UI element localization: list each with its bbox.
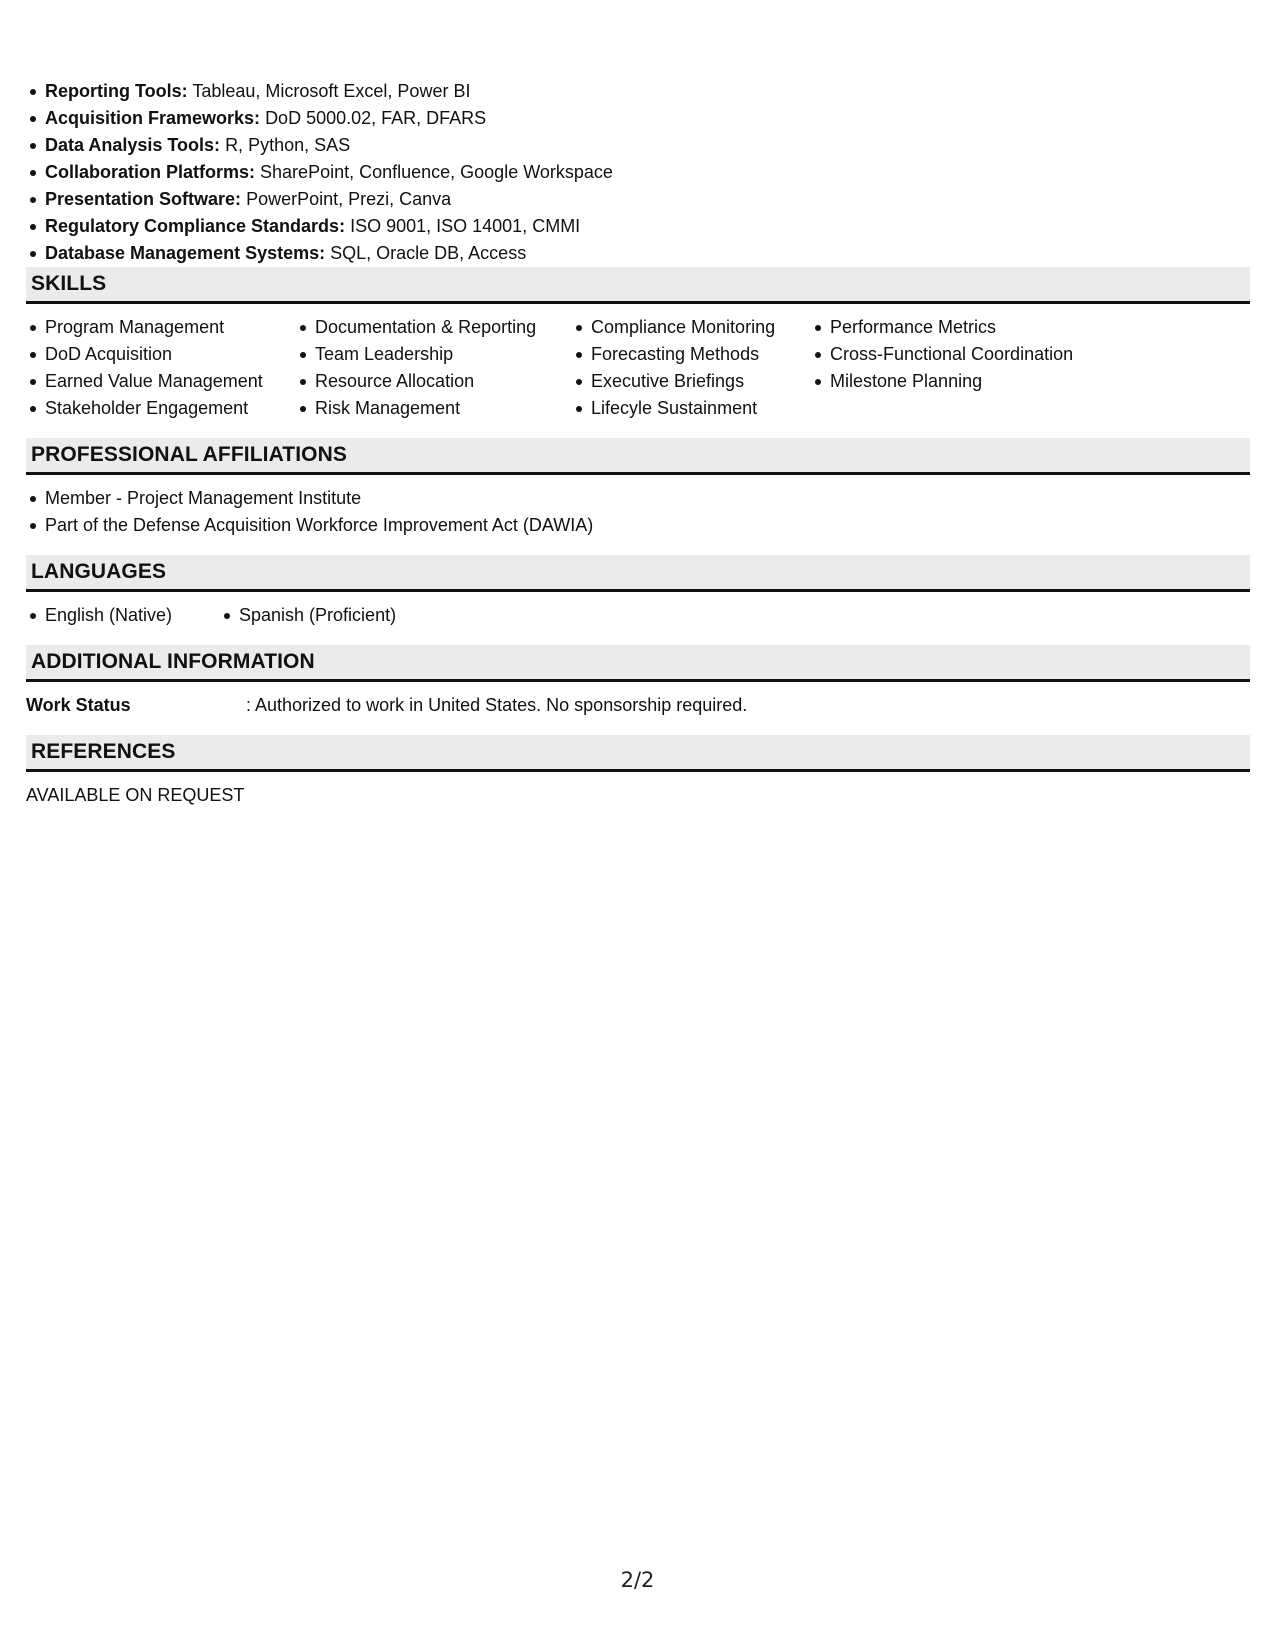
- skill-item: Risk Management: [315, 395, 572, 422]
- section-title: PROFESSIONAL AFFILIATIONS: [31, 443, 347, 466]
- languages-row: [26, 602, 1250, 629]
- skills-column-4: [811, 314, 1130, 422]
- tool-category-value: PowerPoint, Prezi, Canva: [246, 189, 452, 209]
- list-item: [45, 78, 1250, 105]
- tool-category-label: Collaboration Platforms:: [45, 162, 256, 182]
- section-title: SKILLS: [31, 272, 107, 295]
- skill-item: Stakeholder Engagement: [45, 395, 296, 422]
- tool-category-value: SharePoint, Confluence, Google Workspace: [260, 162, 613, 182]
- list-item: [45, 240, 1250, 267]
- references-section-body: [26, 772, 1250, 825]
- affiliation-item: Member - Project Management Institute: [45, 485, 1250, 512]
- skills-grid: [26, 314, 1250, 422]
- skill-item: Executive Briefings: [591, 368, 811, 395]
- tool-category-label: Regulatory Compliance Standards:: [45, 216, 346, 236]
- references-text: AVAILABLE ON REQUEST: [26, 785, 245, 805]
- skill-item: DoD Acquisition: [45, 341, 296, 368]
- skill-item: Earned Value Management: [45, 368, 296, 395]
- affiliations-section-body: [26, 475, 1250, 555]
- list-item: [45, 132, 1250, 159]
- additional-info-section-body: [26, 682, 1250, 735]
- affiliations-section-header: [26, 438, 1250, 475]
- work-status-value: : Authorized to work in United States. No sponsorship required.: [246, 695, 748, 715]
- language-item: Spanish (Proficient): [239, 602, 396, 629]
- list-item: [45, 159, 1250, 186]
- tool-category-label: Presentation Software:: [45, 189, 242, 209]
- page-number: 2/2: [620, 1568, 655, 1592]
- languages-column-2: [220, 602, 396, 629]
- references-section-header: [26, 735, 1250, 772]
- list-item: [45, 105, 1250, 132]
- tool-category-value: ISO 9001, ISO 14001, CMMI: [350, 216, 581, 236]
- section-title: REFERENCES: [31, 740, 176, 763]
- affiliation-item: Part of the Defense Acquisition Workforce Improvement Act (DAWIA): [45, 512, 1250, 539]
- section-title: ADDITIONAL INFORMATION: [31, 650, 315, 673]
- section-title: LANGUAGES: [31, 560, 167, 583]
- languages-section-header: [26, 555, 1250, 592]
- additional-info-section-header: [26, 645, 1250, 682]
- tool-category-value: SQL, Oracle DB, Access: [330, 243, 527, 263]
- skill-item: Compliance Monitoring: [591, 314, 811, 341]
- work-status-row: [26, 692, 1250, 719]
- skill-item: Milestone Planning: [830, 368, 1130, 395]
- tool-category-label: Data Analysis Tools:: [45, 135, 221, 155]
- languages-column-1: [26, 602, 220, 629]
- tool-category-value: R, Python, SAS: [225, 135, 351, 155]
- skill-item: Program Management: [45, 314, 296, 341]
- languages-section-body: [26, 592, 1250, 645]
- skill-item: Cross-Functional Coordination: [830, 341, 1130, 368]
- skills-section-header: [26, 267, 1250, 304]
- work-status-label: Work Status: [26, 695, 131, 715]
- tool-category-label: Acquisition Frameworks:: [45, 108, 261, 128]
- language-item: English (Native): [45, 602, 220, 629]
- affiliations-list: [26, 485, 1250, 539]
- skill-item: Forecasting Methods: [591, 341, 811, 368]
- skills-section-body: [26, 304, 1250, 438]
- list-item: [45, 186, 1250, 213]
- tool-category-value: Tableau, Microsoft Excel, Power BI: [192, 81, 471, 101]
- skills-column-2: [296, 314, 572, 422]
- skills-column-3: [572, 314, 811, 422]
- tool-category-label: Database Management Systems:: [45, 243, 326, 263]
- tool-category-value: DoD 5000.02, FAR, DFARS: [265, 108, 487, 128]
- tool-category-label: Reporting Tools:: [45, 81, 188, 101]
- resume-page: [26, 78, 1250, 825]
- skill-item: Documentation & Reporting: [315, 314, 572, 341]
- skill-item: Lifecyle Sustainment: [591, 395, 811, 422]
- technical-tools-list: [26, 78, 1250, 267]
- skill-item: Performance Metrics: [830, 314, 1130, 341]
- skill-item: Team Leadership: [315, 341, 572, 368]
- list-item: [45, 213, 1250, 240]
- skills-column-1: [26, 314, 296, 422]
- skill-item: Resource Allocation: [315, 368, 572, 395]
